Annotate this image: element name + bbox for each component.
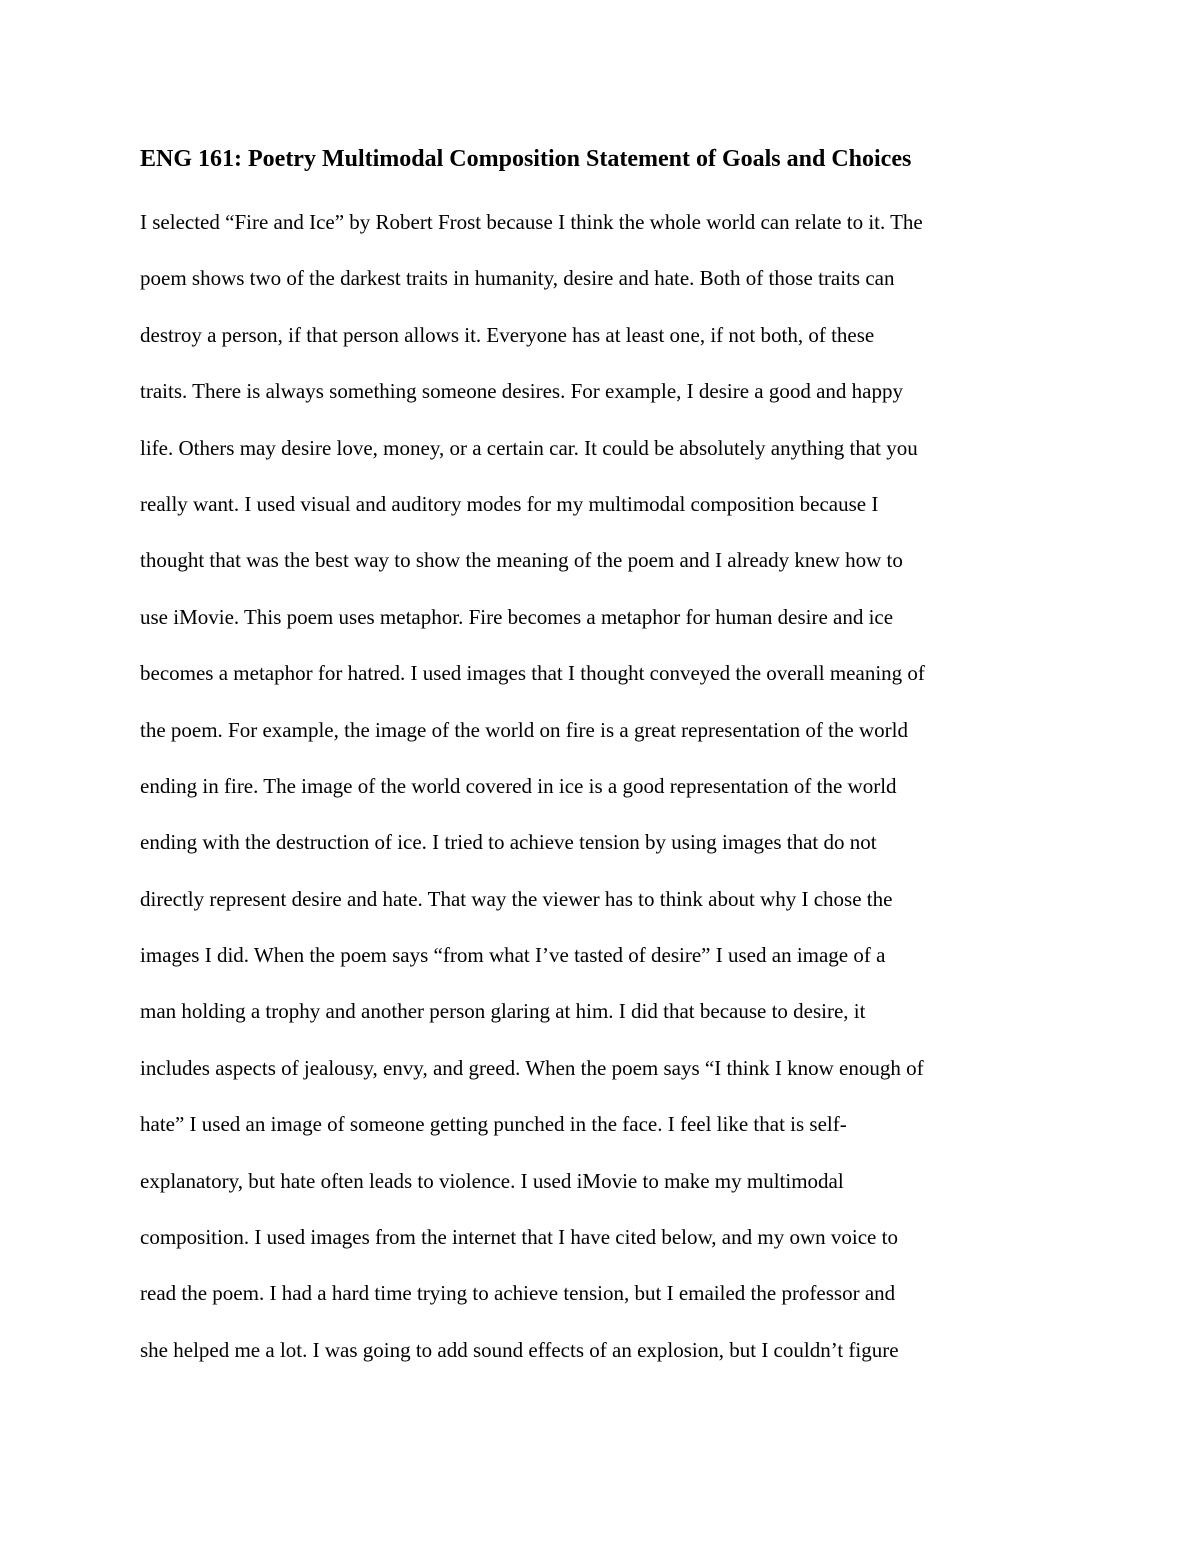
body-line: becomes a metaphor for hatred. I used images that I thought conveyed the overall meaning of bbox=[140, 661, 925, 686]
body-line: ending with the destruction of ice. I tried to achieve tension by using images that do not bbox=[140, 830, 877, 855]
document-title: ENG 161: Poetry Multimodal Composition Statement of Goals and Choices bbox=[140, 146, 912, 172]
body-line: images I did. When the poem says “from what I’ve tasted of desire” I used an image of a bbox=[140, 943, 886, 968]
body-line: destroy a person, if that person allows it. Everyone has at least one, if not both, of these bbox=[140, 322, 875, 347]
body-line: thought that was the best way to show the meaning of the poem and I already knew how to bbox=[140, 548, 903, 573]
body-line: hate” I used an image of someone getting punched in the face. I feel like that is self- bbox=[140, 1112, 847, 1137]
body-line: life. Others may desire love, money, or a certain car. It could be absolutely anything that you bbox=[140, 435, 918, 460]
body-line: includes aspects of jealousy, envy, and greed. When the poem says “I think I know enough of bbox=[140, 1055, 924, 1080]
document-body bbox=[140, 194, 1070, 1378]
body-line: read the poem. I had a hard time trying to achieve tension, but I emailed the professor and bbox=[140, 1281, 896, 1306]
body-line: man holding a trophy and another person glaring at him. I did that because to desire, it bbox=[140, 999, 866, 1024]
body-line: traits. There is always something someone desires. For example, I desire a good and happy bbox=[140, 379, 904, 404]
body-line: poem shows two of the darkest traits in humanity, desire and hate. Both of those traits can bbox=[140, 266, 895, 291]
body-line: composition. I used images from the internet that I have cited below, and my own voice to bbox=[140, 1225, 898, 1250]
body-line: she helped me a lot. I was going to add sound effects of an explosion, but I couldn’t figure bbox=[140, 1337, 899, 1362]
body-line: use iMovie. This poem uses metaphor. Fire becomes a metaphor for human desire and ice bbox=[140, 604, 894, 629]
body-line: explanatory, but hate often leads to violence. I used iMovie to make my multimodal bbox=[140, 1168, 844, 1193]
body-line: ending in fire. The image of the world covered in ice is a good representation of the world bbox=[140, 773, 897, 798]
body-line: really want. I used visual and auditory modes for my multimodal composition because I bbox=[140, 491, 879, 516]
body-line: the poem. For example, the image of the world on fire is a great representation of the world bbox=[140, 717, 908, 742]
body-line: I selected “Fire and Ice” by Robert Frost because I think the whole world can relate to it. The bbox=[140, 210, 923, 234]
body-line: directly represent desire and hate. That way the viewer has to think about why I chose the bbox=[140, 886, 893, 911]
